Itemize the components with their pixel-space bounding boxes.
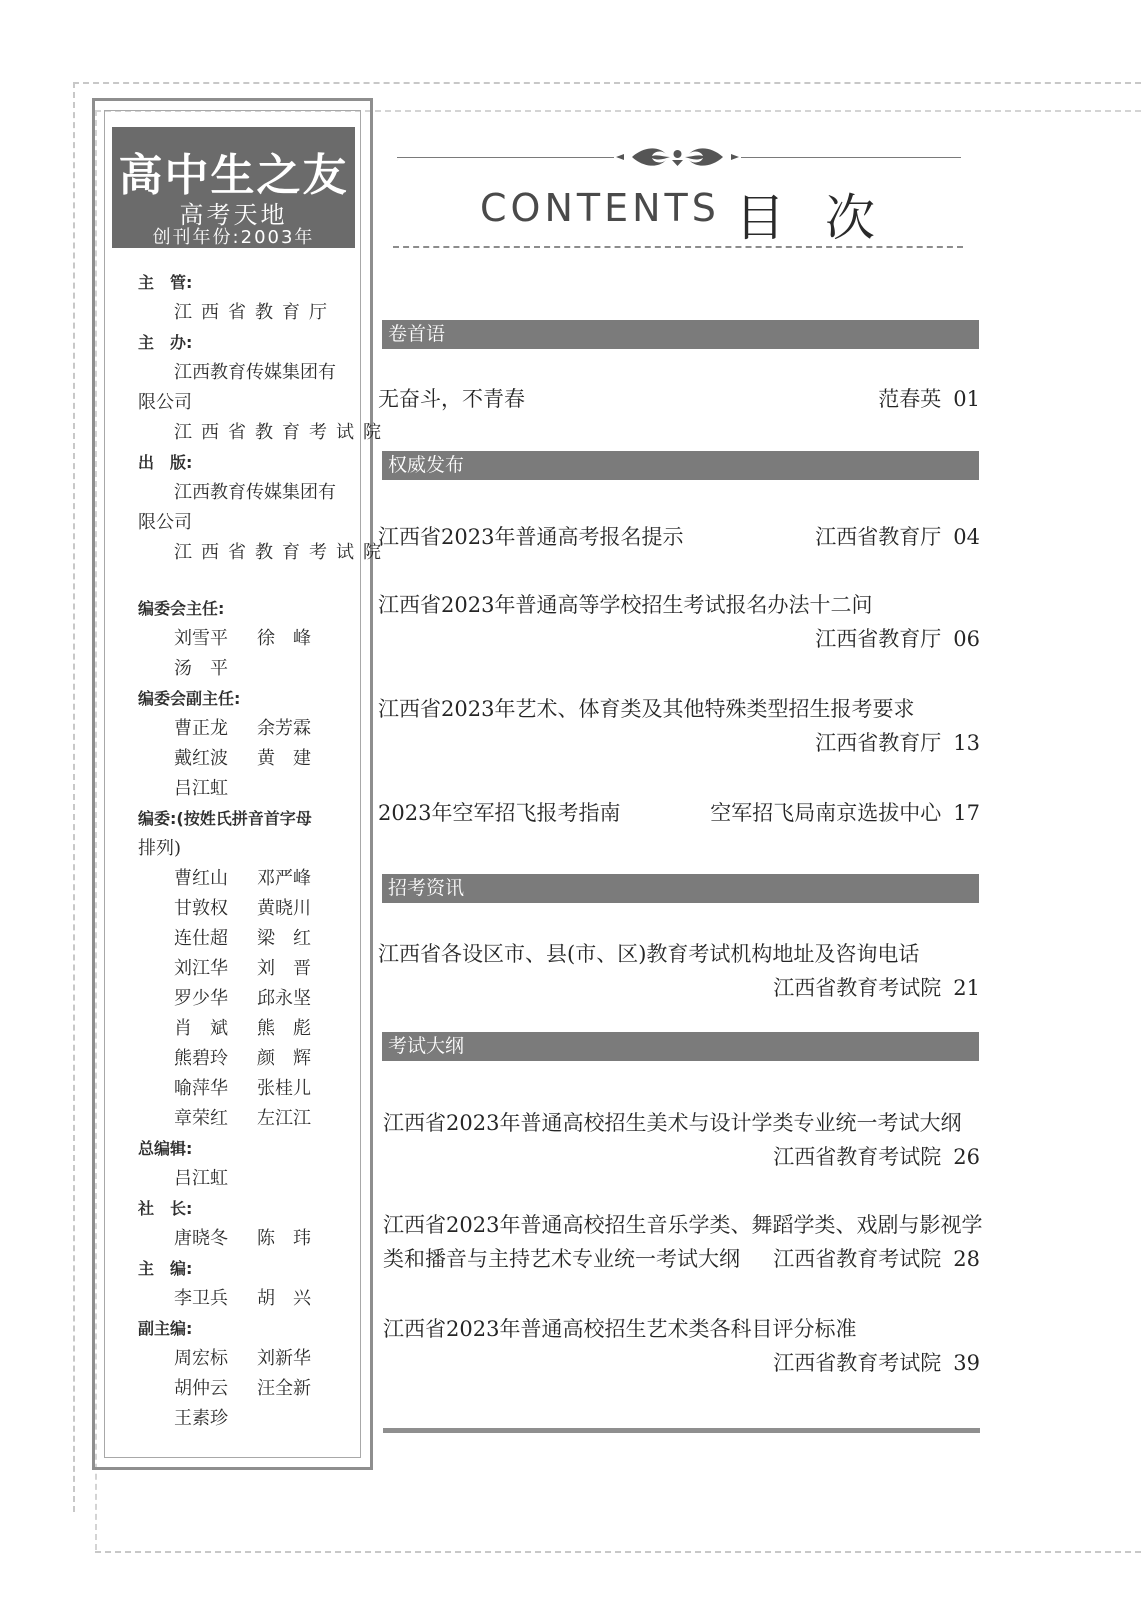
credits-role-label: 主 管: (138, 273, 193, 292)
credits-person-name: 喻萍华 (174, 1078, 228, 1099)
toc-entry-title: 江西省2023年普通高校招生音乐学类、舞蹈学类、戏剧与影视学 (383, 1213, 983, 1237)
credits-person-name: 周宏标 (174, 1348, 228, 1369)
credits-person-name: 罗少华 (174, 988, 228, 1009)
toc-entry-title: 江西省2023年普通高校招生艺术类各科目评分标准 (383, 1317, 857, 1341)
credits-text-continuation: 限公司 (138, 392, 192, 413)
credits-name-pair (138, 1224, 353, 1254)
toc-entry-source: 江西省教育厅 (815, 627, 942, 651)
credits-person-name (257, 774, 340, 804)
toc-entry-title: 江西省2023年普通高校招生美术与设计学类专业统一考试大纲 (383, 1111, 962, 1135)
credits-person-name: 徐 峰 (257, 628, 311, 649)
credits-name-pair (138, 1074, 353, 1104)
toc-entry-title: 无奋斗，不青春 (378, 387, 525, 411)
credits-person-name: 颜 辉 (257, 1048, 311, 1069)
section-bar-official-release: 权威发布 (382, 451, 979, 480)
toc-entry[interactable] (383, 1312, 980, 1380)
credits-name-pair (138, 924, 353, 954)
toc-entry-page: 04 (953, 525, 980, 549)
credits-person-name: 王素珍 (174, 1408, 228, 1429)
credits-person-name: 胡 兴 (257, 1288, 311, 1309)
header-rule-right (741, 157, 961, 158)
credits-name-pair (138, 1404, 353, 1434)
credits-name-pair (138, 1164, 353, 1194)
credits-name-pair (138, 714, 353, 744)
section-bar-exam-syllabus: 考试大纲 (382, 1032, 979, 1061)
credits-person-name: 左江江 (257, 1108, 311, 1129)
credits-organization: 江西省教育厅 (174, 302, 336, 323)
credits-person-name: 刘新华 (257, 1348, 311, 1369)
toc-entry-page: 06 (953, 627, 980, 651)
magazine-subtitle: 高考天地 (179, 201, 288, 229)
credits-person-name: 唐晓冬 (174, 1228, 228, 1249)
credits-person-name: 张桂儿 (257, 1078, 311, 1099)
credits-name-pair (138, 774, 353, 804)
toc-entry-title: 江西省2023年普通高考报名提示 (378, 525, 684, 549)
credits-name-pair (138, 954, 353, 984)
credits-person-name: 余芳霖 (257, 718, 311, 739)
contents-heading-en: CONTENTS (480, 186, 720, 230)
credits-person-name: 李卫兵 (174, 1288, 228, 1309)
credits-person-name: 熊 彪 (257, 1018, 311, 1039)
credits-person-name: 陈 玮 (257, 1228, 311, 1249)
credits-person-name: 邱永坚 (257, 988, 311, 1009)
toc-entry-source: 江西省教育考试院 (773, 976, 942, 1000)
credits-person-name: 梁 红 (257, 928, 311, 949)
credits-person-name: 吕江虹 (174, 1168, 228, 1189)
toc-entry[interactable] (383, 1208, 983, 1276)
credits-person-name (257, 654, 340, 684)
credits-role-label: 编委会主任: (138, 599, 225, 618)
toc-entry-page: 01 (953, 387, 980, 411)
credits-name-pair (138, 864, 353, 894)
credits-name-pair (138, 654, 353, 684)
contents-heading-zh: 目次 (735, 189, 915, 247)
toc-entry-title: 江西省2023年艺术、体育类及其他特殊类型招生报考要求 (378, 697, 915, 721)
credits-person-name: 汪全新 (257, 1378, 311, 1399)
toc-entry-source: 江西省教育考试院 (773, 1247, 942, 1271)
toc-entry-page: 21 (953, 976, 980, 1000)
credits-person-name (257, 1164, 340, 1194)
magazine-title: 高中生之友 (118, 150, 349, 201)
credits-role-label: 编委:(按姓氏拼音首字母 (138, 809, 312, 828)
masthead-logo-block (112, 127, 355, 248)
header-dashed-rule (393, 246, 963, 248)
credits-person-name: 汤 平 (174, 658, 228, 679)
credits-person-name: 连仕超 (174, 928, 228, 949)
section-bar-admission-info: 招考资讯 (382, 874, 979, 903)
credits-role-label: 出 版: (138, 453, 193, 472)
credits-spacer (138, 568, 353, 594)
toc-entry[interactable] (378, 692, 980, 760)
credits-person-name: 刘雪平 (174, 628, 228, 649)
founded-year: 创刊年份:2003年 (152, 227, 315, 248)
credits-person-name: 邓严峰 (257, 868, 311, 889)
toc-entry-source: 空军招飞局南京选拔中心 (710, 801, 942, 825)
toc-entry-source: 江西省教育厅 (815, 731, 942, 755)
page-dashed-border-bottom (95, 1551, 1141, 1553)
credits-person-name: 熊碧玲 (174, 1048, 228, 1069)
toc-entry-source: 江西省教育厅 (815, 525, 942, 549)
credits-role-label: 社 长: (138, 1199, 193, 1218)
toc-entry[interactable] (378, 382, 980, 416)
credits-person-name (257, 1404, 340, 1434)
toc-entry[interactable] (378, 796, 980, 830)
credits-person-name: 黄 建 (257, 748, 311, 769)
credits-name-pair (138, 984, 353, 1014)
credits-name-pair (138, 624, 353, 654)
credits-name-pair (138, 1284, 353, 1314)
credits-person-name: 甘敦权 (174, 898, 228, 919)
credits-text-continuation: 排列) (138, 838, 182, 859)
credits-name-pair (138, 744, 353, 774)
credits-person-name: 刘 晋 (257, 958, 311, 979)
toc-entry-title-line2: 类和播音与主持艺术专业统一考试大纲 (383, 1247, 740, 1271)
credits-name-pair (138, 1044, 353, 1074)
toc-entry-page: 13 (953, 731, 980, 755)
page-dashed-border-left (73, 82, 75, 1512)
toc-entry-page: 26 (953, 1145, 980, 1169)
toc-entry-source: 范春英 (878, 387, 942, 411)
credits-role-label: 编委会副主任: (138, 689, 241, 708)
toc-entry-page: 17 (953, 801, 980, 825)
toc-entry[interactable] (378, 588, 980, 656)
page-dashed-border-top (73, 82, 1141, 84)
credits-name-pair (138, 1344, 353, 1374)
toc-entry[interactable] (383, 1106, 980, 1174)
masthead-credits-list (138, 268, 390, 1434)
credits-text-continuation: 限公司 (138, 512, 192, 533)
credits-name-pair (138, 894, 353, 924)
credits-name-pair (138, 1374, 353, 1404)
toc-entry-title: 江西省各设区市、县(市、区)教育考试机构地址及咨询电话 (378, 942, 920, 966)
credits-person-name: 章荣红 (174, 1108, 228, 1129)
credits-person-name: 胡仲云 (174, 1378, 228, 1399)
credits-role-label: 主 办: (138, 333, 193, 352)
credits-role-label: 副主编: (138, 1319, 193, 1338)
toc-entry[interactable] (378, 520, 980, 554)
header-rule-left (397, 157, 614, 158)
toc-entry-title: 2023年空军招飞报考指南 (378, 801, 621, 825)
credits-organization: 江西省教育考试院 (174, 542, 390, 563)
toc-entry-page: 28 (953, 1247, 980, 1271)
credits-person-name: 戴红波 (174, 748, 228, 769)
toc-entry[interactable] (378, 937, 980, 1005)
credits-name-pair (138, 1014, 353, 1044)
credits-role-label: 主 编: (138, 1259, 193, 1278)
credits-person-name: 肖 斌 (174, 1018, 228, 1039)
toc-entry-source: 江西省教育考试院 (773, 1145, 942, 1169)
credits-organization: 江西教育传媒集团有 (174, 362, 336, 383)
toc-entry-title: 江西省2023年普通高等学校招生考试报名办法十二问 (378, 593, 873, 617)
credits-organization: 江西省教育考试院 (174, 422, 390, 443)
section-bar-preface: 卷首语 (382, 320, 979, 349)
credits-person-name: 吕江虹 (174, 778, 228, 799)
credits-name-pair (138, 1104, 353, 1134)
flourish-ornament (614, 142, 741, 172)
credits-person-name: 刘江华 (174, 958, 228, 979)
credits-person-name: 曹红山 (174, 868, 228, 889)
credits-role-label: 总编辑: (138, 1139, 193, 1158)
toc-entry-source: 江西省教育考试院 (773, 1351, 942, 1375)
toc-entry-page: 39 (953, 1351, 980, 1375)
credits-person-name: 黄晓川 (257, 898, 311, 919)
credits-organization: 江西教育传媒集团有 (174, 482, 336, 503)
contents-bottom-rule (383, 1428, 980, 1433)
credits-person-name: 曹正龙 (174, 718, 228, 739)
